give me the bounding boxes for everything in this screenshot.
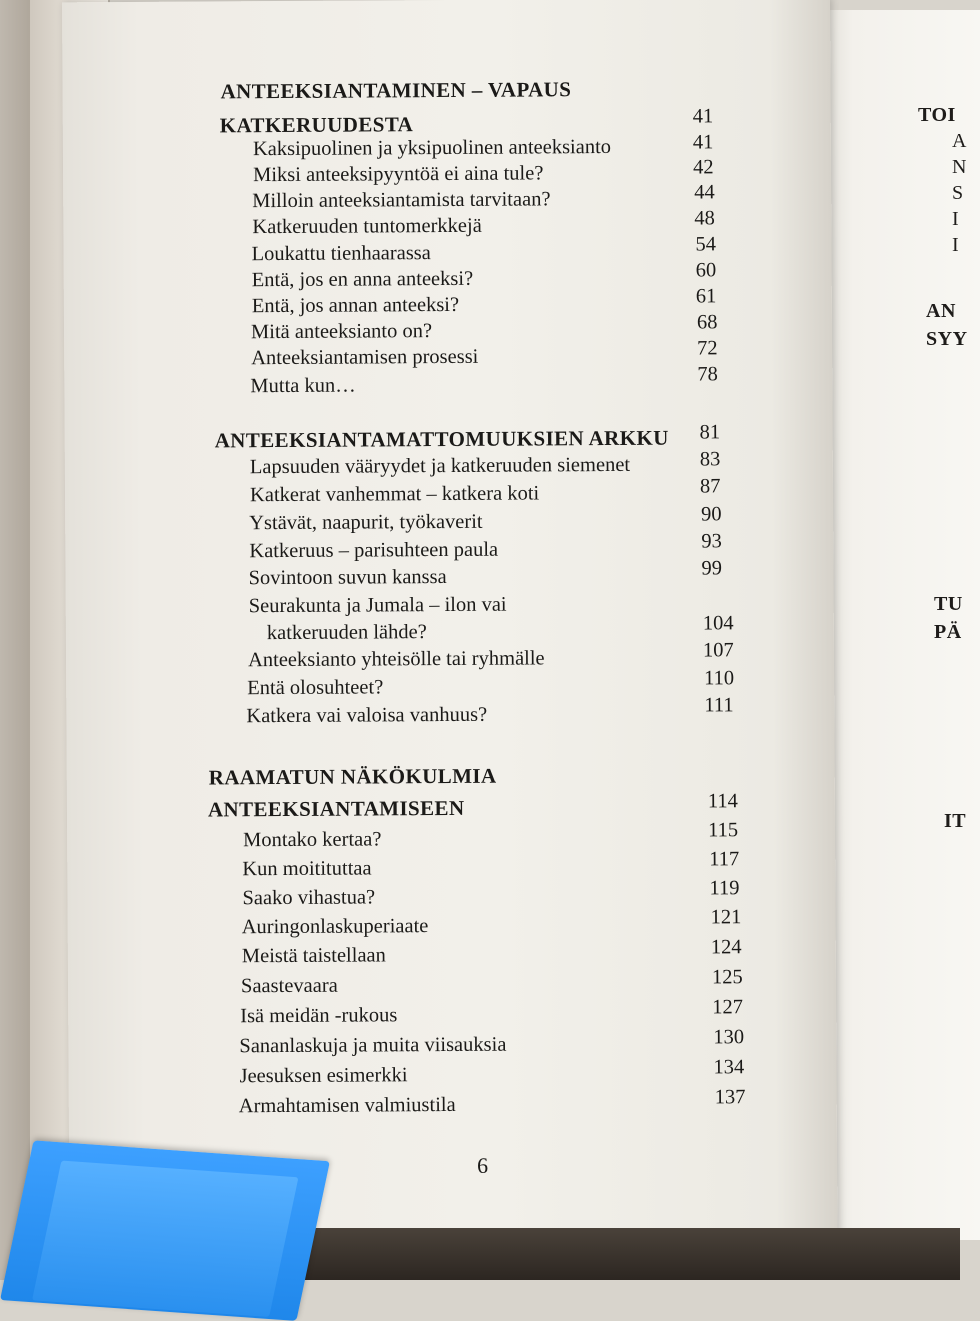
blue-clip (0, 1140, 330, 1321)
toc-entry-page: 72 (697, 337, 718, 360)
section-heading: RAAMATUN NÄKÖKULMIA (208, 763, 497, 790)
toc-entry-page: 61 (695, 285, 717, 308)
toc-entry: Ystävät, naapurit, työkaverit (249, 510, 483, 535)
toc-entry-page: 137 (714, 1086, 746, 1109)
blue-clip-face (32, 1161, 298, 1317)
toc-entry: Auringonlaskuperiaate (241, 915, 429, 939)
toc-entry-page: 104 (702, 612, 734, 635)
page-number: 6 (477, 1152, 489, 1178)
toc-entry-page: 107 (702, 639, 734, 662)
toc-entry: Saastevaara (240, 974, 338, 998)
toc-entry: Kun moitituttaa (242, 857, 372, 881)
section-page-number: 81 (699, 421, 721, 444)
right-page-fragment: N (952, 156, 967, 178)
toc-entry: Jeesuksen esimerkki (239, 1064, 408, 1088)
toc-entry-page: 111 (704, 694, 734, 717)
toc-entry-page: 130 (713, 1026, 745, 1049)
toc-entry: Mitä anteeksianto on? (250, 320, 433, 344)
toc-entry-page: 48 (694, 207, 715, 230)
right-page-fragment: PÄ (934, 621, 962, 643)
section-heading: ANTEEKSIANTAMISEEN (207, 795, 465, 822)
toc-entry-page: 117 (709, 848, 740, 871)
toc-entry: Montako kertaa? (243, 828, 382, 852)
section-page-number: 114 (707, 790, 738, 813)
section-heading: ANTEEKSIANTAMINEN – VAPAUS (220, 77, 572, 104)
toc-entry-page: 124 (710, 936, 742, 959)
section-page-number: 41 (692, 105, 714, 128)
table-of-contents (62, 0, 838, 1252)
right-page-fragment: S (952, 182, 964, 204)
toc-entry: Seurakunta ja Jumala – ilon vai (248, 593, 507, 618)
toc-entry: Mutta kun… (250, 374, 356, 398)
toc-entry-page: 127 (712, 996, 743, 1019)
toc-entry: Loukattu tienhaarassa (251, 242, 431, 266)
toc-entry-page: 44 (694, 181, 715, 204)
toc-entry-page: 60 (695, 259, 717, 282)
toc-entry: Miksi anteeksipyyntöä ei aina tule? (252, 162, 544, 187)
toc-entry: Isä meidän -rukous (240, 1004, 398, 1028)
toc-entry: Entä, jos en anna anteeksi? (251, 267, 474, 292)
toc-entry: Milloin anteeksiantamista tarvitaan? (252, 188, 551, 213)
toc-entry-page: 115 (708, 819, 739, 842)
section-heading: ANTEEKSIANTAMATTOMUUKSIEN ARKKU (214, 425, 669, 453)
toc-entry: Meistä taistellaan (241, 944, 386, 968)
toc-entry-page: 41 (692, 131, 714, 154)
toc-entry-page: 83 (699, 448, 721, 471)
toc-entry: Anteeksiantamisen prosessi (251, 345, 479, 370)
right-page-fragment: AN (926, 300, 956, 322)
toc-entry: Sovintoon suvun kanssa (248, 566, 447, 590)
right-page-fragment: TU (934, 593, 963, 615)
toc-entry: Katkera vai valoisa vanhuus? (246, 703, 488, 728)
toc-entry: Armahtamisen valmiustila (238, 1093, 456, 1118)
toc-entry-page: 93 (701, 530, 722, 553)
toc-entry-page: 87 (699, 475, 721, 498)
toc-entry-page: 134 (713, 1056, 745, 1079)
toc-entry-page: 90 (701, 503, 722, 526)
toc-entry-page: 125 (711, 966, 743, 989)
toc-entry-page: 54 (695, 233, 717, 256)
toc-entry-page: 68 (696, 311, 718, 334)
toc-entry: Lapsuuden vääryydet ja katkeruuden siemenet (249, 453, 631, 479)
right-page-fragment: I (952, 208, 960, 230)
toc-entry: Katkerat vanhemmat – katkera koti (249, 482, 540, 507)
toc-entry: Anteeksianto yhteisölle tai ryhmälle (247, 647, 545, 672)
toc-page (62, 0, 838, 1252)
toc-entry: Saako vihastua? (242, 886, 376, 910)
toc-entry: Entä, jos annan anteeksi? (251, 293, 460, 318)
toc-entry: Katkeruuden tuntomerkkejä (252, 214, 482, 239)
toc-entry-page: 99 (701, 557, 723, 580)
right-page-fragment: TOI (918, 104, 956, 126)
right-page-fragment: IT (944, 810, 967, 832)
right-page-fragment: A (952, 130, 967, 152)
section-heading: KATKERUUDESTA (219, 112, 414, 138)
toc-entry-page: 119 (709, 877, 740, 900)
toc-entry: Entä olosuhteet? (247, 676, 384, 700)
toc-entry-page: 78 (697, 363, 718, 386)
toc-entry: Sananlaskuja ja muita viisauksia (239, 1033, 507, 1058)
toc-entry-page: 110 (704, 667, 735, 690)
toc-entry: katkeruuden lähde? (266, 621, 427, 645)
right-page-fragment: I (952, 234, 960, 256)
toc-entry-page: 121 (710, 906, 742, 929)
right-page-fragment: SYY (926, 328, 968, 350)
toc-entry: Kaksipuolinen ja yksipuolinen anteeksianto (252, 135, 612, 161)
toc-entry: Katkeruus – parisuhteen paula (249, 538, 499, 563)
toc-entry-page: 42 (692, 156, 714, 179)
